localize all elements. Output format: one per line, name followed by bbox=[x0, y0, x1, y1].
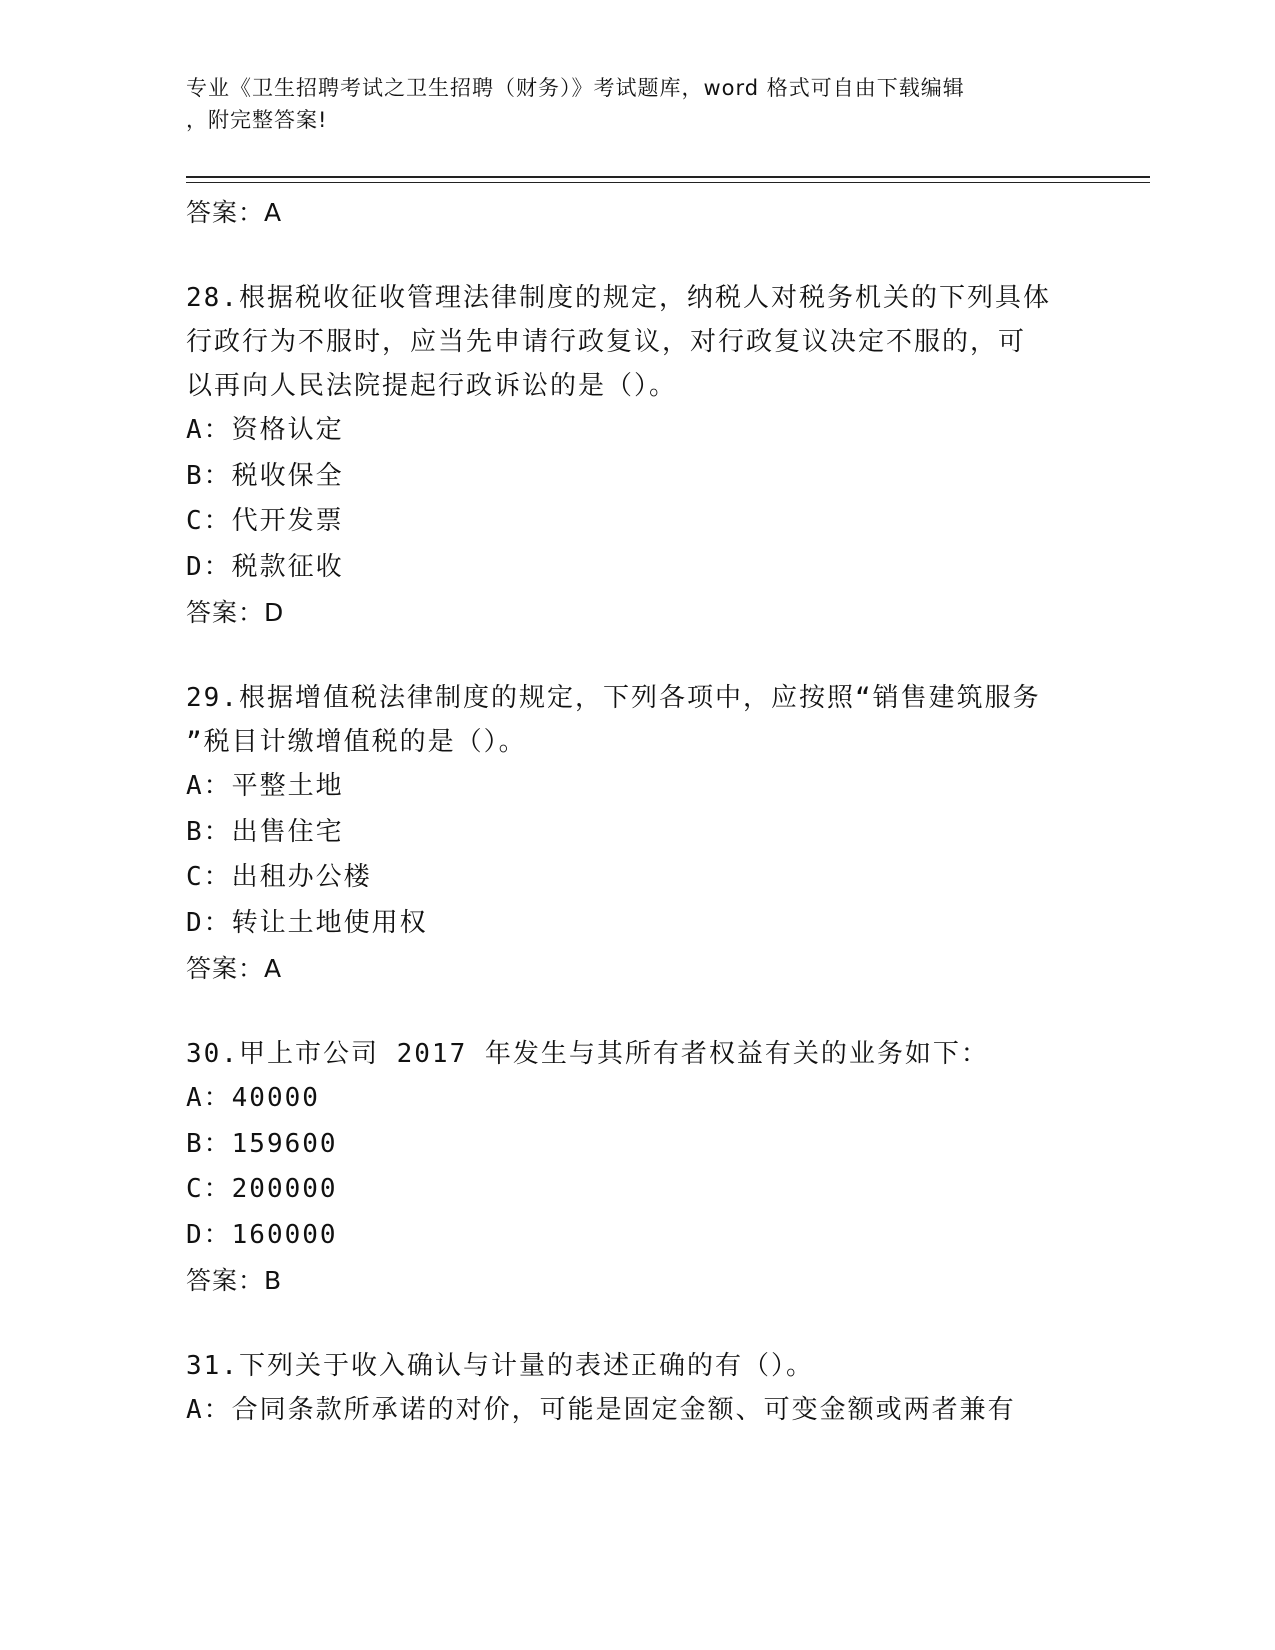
question-stem bbox=[186, 1032, 1086, 1076]
stem-line: ”税目计缴增值税的是（）。 bbox=[186, 727, 527, 757]
question-stem bbox=[186, 276, 1086, 408]
stem-line: 31.下列关于收入确认与计量的表述正确的有（）。 bbox=[186, 1351, 814, 1381]
question-30 bbox=[186, 1032, 1086, 1304]
option-b: B：税收保全 bbox=[186, 460, 344, 491]
answer-line: 答案：D bbox=[186, 598, 285, 627]
answer-line: 答案：B bbox=[186, 1266, 283, 1295]
question-list bbox=[186, 190, 1086, 1434]
option-c: C：代开发票 bbox=[186, 506, 344, 536]
header-rule-thick bbox=[186, 176, 1150, 178]
stem-line: 29.根据增值税法律制度的规定，下列各项中，应按照“销售建筑服务 bbox=[186, 683, 1041, 713]
stem-line: 28.根据税收征收管理法律制度的规定，纳税人对税务机关的下列具体 bbox=[186, 283, 1051, 313]
question-stem bbox=[186, 1344, 1086, 1388]
document-header bbox=[186, 72, 1086, 136]
option-d: D：转让土地使用权 bbox=[186, 907, 428, 938]
option-a: A：平整土地 bbox=[186, 771, 344, 801]
option-a: A：合同条款所承诺的对价，可能是固定金额、可变金额或两者兼有 bbox=[186, 1395, 1016, 1425]
header-line-1: 专业《卫生招聘考试之卫生招聘（财务）》考试题库，word 格式可自由下载编辑 bbox=[186, 76, 965, 100]
question-stem bbox=[186, 676, 1086, 764]
header-line-2: ，附完整答案! bbox=[186, 108, 328, 132]
answer-line: 答案：A bbox=[186, 198, 283, 227]
answer-line: 答案：A bbox=[186, 954, 283, 983]
option-d: D：160000 bbox=[186, 1219, 338, 1250]
option-b: B：159600 bbox=[186, 1128, 338, 1159]
question-28 bbox=[186, 276, 1086, 636]
stem-line: 以再向人民法院提起行政诉讼的是（）。 bbox=[186, 371, 678, 401]
option-c: C：出租办公楼 bbox=[186, 862, 372, 892]
option-c: C：200000 bbox=[186, 1174, 338, 1204]
option-a: A：资格认定 bbox=[186, 415, 344, 445]
option-b: B：出售住宅 bbox=[186, 816, 344, 847]
stem-line: 行政行为不服时，应当先申请行政复议，对行政复议决定不服的，可 bbox=[186, 327, 1027, 357]
option-d: D：税款征收 bbox=[186, 551, 344, 582]
header-rule-thin bbox=[186, 182, 1150, 183]
stem-line: 30.甲上市公司 2017 年发生与其所有者权益有关的业务如下： bbox=[186, 1039, 989, 1069]
question-29 bbox=[186, 676, 1086, 992]
option-a: A：40000 bbox=[186, 1083, 320, 1113]
question-31 bbox=[186, 1344, 1086, 1434]
